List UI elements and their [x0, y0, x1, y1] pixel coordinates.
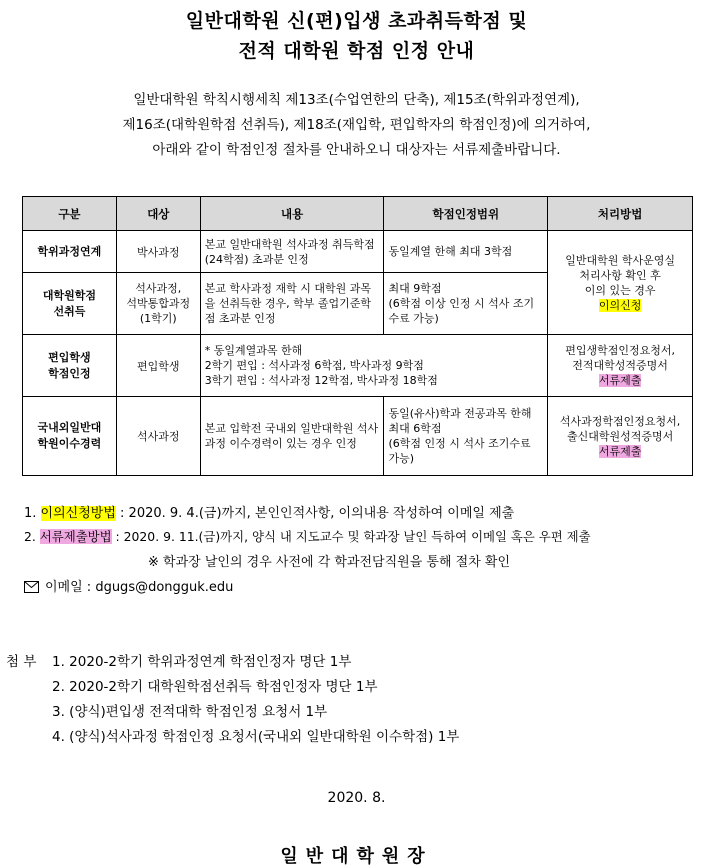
- method-line: 출신대학원성적증명서: [566, 429, 674, 443]
- row1-content: 본교 일반대학원 석사과정 취득학점(24학점) 초과분 인정: [200, 231, 384, 273]
- objection-highlight: 이의신청: [598, 298, 642, 312]
- row4-method: [548, 397, 693, 476]
- category-line: 선취득: [53, 304, 86, 318]
- header-content: 내용: [200, 197, 384, 231]
- envelope-icon: [24, 581, 39, 597]
- attachment-item: 4. (양식)석사과정 학점인정 요청서(국내외 일반대학원 이수학점) 1부: [52, 729, 460, 745]
- attachment-item: 2. 2020-2학기 대학원학점선취득 학점인정자 명단 1부: [52, 679, 378, 695]
- category-line: 편입학생: [48, 350, 91, 364]
- row1-target: 박사과정: [116, 231, 200, 273]
- credit-recognition-table: [22, 196, 693, 476]
- row2-content: 본교 학사과정 재학 시 대학원 과목을 선취득한 경우, 학부 졸업기준학점 초과분 인정: [200, 273, 384, 335]
- header-method: 처리방법: [548, 197, 693, 231]
- method-line: 전적대학성적증명서: [572, 359, 668, 372]
- email-line: [24, 576, 233, 597]
- category-line: 학점인정: [48, 366, 91, 380]
- range-line: 동일(유사)학과 전공과목 한해 최대 6학점: [388, 407, 532, 435]
- range-line: (6학점 인정 시 석사 조기수료 가능): [388, 437, 531, 465]
- target-line: 석박통합과정: [126, 297, 191, 310]
- document-title-line2: 전적 대학원 학점 인정 안내: [238, 40, 475, 62]
- target-line: (1학기): [139, 312, 177, 325]
- row3-target: 편입학생: [116, 335, 200, 397]
- table-row: [23, 397, 693, 476]
- document-date: 2020. 8.: [327, 790, 386, 806]
- target-line: 석사과정,: [135, 282, 182, 295]
- row1-method: [548, 231, 693, 335]
- note-number: 1.: [24, 506, 37, 521]
- category-line: 국내외일반대: [37, 421, 102, 434]
- note-number: 2.: [24, 529, 36, 544]
- signature: 일반대학원장: [280, 846, 433, 867]
- document-title-line1: 일반대학원 신(편)입생 초과취득학점 및: [185, 10, 528, 32]
- row4-range: [384, 397, 548, 476]
- method-line: 편입생학점인정요청서,: [565, 344, 675, 357]
- category-line: 대학원학점: [42, 288, 96, 302]
- row1-range: 동일계열 한해 최대 3학점: [384, 231, 548, 273]
- header-category: 구분: [23, 197, 117, 231]
- content-line: 3학기 편입 : 석사과정 12학점, 박사과정 18학점: [204, 374, 438, 387]
- row4-content: 본교 입학전 국내외 일반대학원 석사과정 이수경력이 있는 경우 인정: [200, 397, 384, 476]
- method-line: 석사과정학점인정요청서,: [559, 414, 681, 428]
- submission-method-label: 서류제출방법: [39, 529, 112, 544]
- note-objection: [24, 502, 514, 521]
- method-line: 이의 있는 경우: [584, 283, 656, 297]
- attachments-label: 첨 부: [6, 654, 37, 670]
- row2-range: [384, 273, 548, 335]
- intro-line1: 일반대학원 학칙시행세칙 제13조(수업연한의 단축), 제15조(학위과정연계),: [133, 92, 580, 108]
- note-text: : 2020. 9. 4.(금)까지, 본인인적사항, 이의내용 작성하여 이메일 제출: [115, 506, 515, 521]
- row4-target: 석사과정: [116, 397, 200, 476]
- method-line: 일반대학원 학사운영실: [565, 253, 675, 267]
- row3-method: [548, 335, 693, 397]
- intro-line3: 아래와 같이 학점인정 절차를 안내하오니 대상자는 서류제출바랍니다.: [152, 142, 561, 158]
- range-line: 최대 9학점: [388, 282, 442, 295]
- row1-category: 학위과정연계: [23, 231, 117, 273]
- table-row: [23, 231, 693, 273]
- table-header-row: [23, 197, 693, 231]
- submission-highlight: 서류제출: [598, 444, 642, 458]
- category-line: 학원이수경력: [37, 437, 102, 450]
- row2-target: [116, 273, 200, 335]
- email-text: 이메일 : dgugs@dongguk.edu: [45, 580, 234, 595]
- objection-method-label: 이의신청방법: [40, 506, 116, 521]
- row3-content: [200, 335, 547, 397]
- method-line: 처리사항 확인 후: [579, 268, 661, 282]
- content-line: 2학기 편입 : 석사과정 6학점, 박사과정 9학점: [204, 359, 424, 372]
- row2-category: [23, 273, 117, 335]
- intro-line2: 제16조(대학원학점 선취득), 제18조(재입학, 편입학자의 학점인정)에 의거하여,: [122, 117, 591, 133]
- content-line: * 동일계열과목 한해: [204, 344, 303, 357]
- attachment-item: 1. 2020-2학기 학위과정연계 학점인정자 명단 1부: [52, 654, 352, 670]
- note-text: : 2020. 9. 11.(금)까지, 양식 내 지도교수 및 학과장 날인 득하여 이메일 혹은 우편 제출: [111, 529, 591, 544]
- note-submission: [24, 527, 591, 545]
- row4-category: [23, 397, 117, 476]
- header-range: 학점인정범위: [384, 197, 548, 231]
- submission-highlight: 서류제출: [598, 374, 642, 387]
- row3-category: [23, 335, 117, 397]
- attachment-item: 3. (양식)편입생 전적대학 학점인정 요청서 1부: [52, 704, 328, 720]
- table-row: [23, 335, 693, 397]
- note-submission-sub: ※ 학과장 날인의 경우 사전에 각 학과전담직원을 통해 절차 확인: [148, 555, 511, 570]
- header-target: 대상: [116, 197, 200, 231]
- range-line: (6학점 이상 인정 시 석사 조기수료 가능): [388, 297, 535, 325]
